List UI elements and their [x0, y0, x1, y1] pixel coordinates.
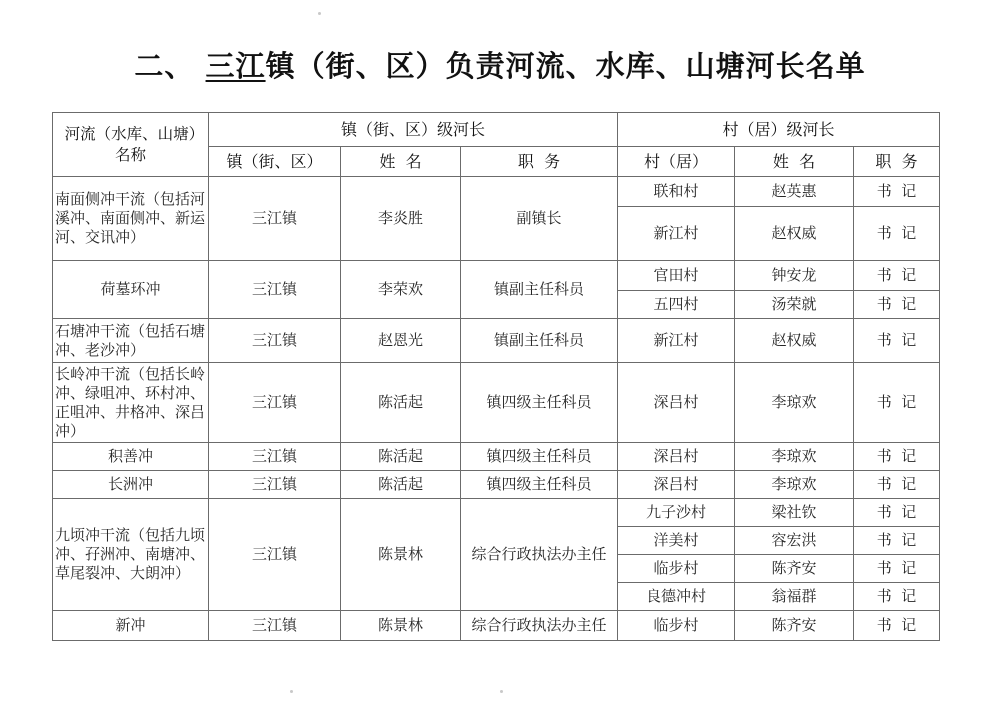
header-village: 村（居） — [618, 147, 735, 177]
village-chief-name: 李琼欢 — [735, 363, 854, 443]
village-chief-post: 书 记 — [854, 363, 940, 443]
village-chief-name: 翁福群 — [735, 583, 854, 611]
town-chief-name: 李炎胜 — [341, 177, 461, 261]
town-cell: 三江镇 — [209, 261, 341, 319]
village-chief-name: 梁社钦 — [735, 499, 854, 527]
town-chief-post: 镇四级主任科员 — [461, 443, 618, 471]
village-chief-post: 书 记 — [854, 555, 940, 583]
title-town: 三江 — [205, 49, 266, 83]
river-name-cell: 九顷冲干流（包括九顷冲、孖洲冲、南塘冲、草尾裂冲、大朗冲） — [53, 499, 209, 611]
village-chief-name: 陈齐安 — [735, 555, 854, 583]
village-cell: 洋美村 — [618, 527, 735, 555]
village-cell: 九子沙村 — [618, 499, 735, 527]
village-cell: 良德冲村 — [618, 583, 735, 611]
title-prefix: 二、 — [134, 49, 195, 83]
village-chief-name: 赵权威 — [735, 207, 854, 261]
village-chief-post: 书 记 — [854, 583, 940, 611]
village-chief-post: 书 记 — [854, 611, 940, 641]
village-chief-post: 书 记 — [854, 499, 940, 527]
town-chief-post: 综合行政执法办主任 — [461, 499, 618, 611]
table-row — [53, 177, 940, 207]
town-chief-post: 镇副主任科员 — [461, 319, 618, 363]
town-chief-post: 副镇长 — [461, 177, 618, 261]
town-chief-post: 镇四级主任科员 — [461, 471, 618, 499]
village-chief-name: 陈齐安 — [735, 611, 854, 641]
town-chief-name: 陈活起 — [341, 471, 461, 499]
town-chief-name: 陈景林 — [341, 611, 461, 641]
town-chief-name: 陈景林 — [341, 499, 461, 611]
village-chief-post: 书 记 — [854, 471, 940, 499]
village-cell: 临步村 — [618, 611, 735, 641]
scan-speck — [290, 690, 293, 693]
river-name-cell: 新冲 — [53, 611, 209, 641]
header-town-group: 镇（街、区）级河长 — [209, 113, 618, 147]
village-chief-name: 钟安龙 — [735, 261, 854, 291]
table-row — [53, 363, 940, 443]
town-cell: 三江镇 — [209, 363, 341, 443]
town-chief-post: 镇四级主任科员 — [461, 363, 618, 443]
town-cell: 三江镇 — [209, 443, 341, 471]
village-chief-post: 书 记 — [854, 261, 940, 291]
village-cell: 官田村 — [618, 261, 735, 291]
village-chief-post: 书 记 — [854, 527, 940, 555]
table-row — [53, 499, 940, 527]
village-cell: 五四村 — [618, 291, 735, 319]
village-cell: 临步村 — [618, 555, 735, 583]
river-name-cell: 积善冲 — [53, 443, 209, 471]
header-town-name: 姓 名 — [341, 147, 461, 177]
village-chief-name: 李琼欢 — [735, 471, 854, 499]
table-row — [53, 261, 940, 291]
village-chief-name: 赵英惠 — [735, 177, 854, 207]
table-row — [53, 319, 940, 363]
header-village-group: 村（居）级河长 — [618, 113, 940, 147]
town-chief-name: 赵恩光 — [341, 319, 461, 363]
village-chief-name: 李琼欢 — [735, 443, 854, 471]
village-chief-name: 赵权威 — [735, 319, 854, 363]
table-row — [53, 611, 940, 641]
town-chief-post: 镇副主任科员 — [461, 261, 618, 319]
table-row — [53, 443, 940, 471]
header-town: 镇（街、区） — [209, 147, 341, 177]
village-cell: 深吕村 — [618, 443, 735, 471]
village-cell: 深吕村 — [618, 471, 735, 499]
town-chief-post: 综合行政执法办主任 — [461, 611, 618, 641]
village-chief-name: 汤荣就 — [735, 291, 854, 319]
village-chief-post: 书 记 — [854, 291, 940, 319]
river-name-cell: 石塘冲干流（包括石塘冲、老沙冲） — [53, 319, 209, 363]
scan-speck — [318, 12, 321, 15]
river-name-cell: 长岭冲干流（包括长岭冲、绿咀冲、环村冲、正咀冲、井格冲、深吕冲） — [53, 363, 209, 443]
village-chief-post: 书 记 — [854, 443, 940, 471]
village-cell: 联和村 — [618, 177, 735, 207]
village-chief-post: 书 记 — [854, 207, 940, 261]
town-cell: 三江镇 — [209, 177, 341, 261]
table-row — [53, 471, 940, 499]
village-cell: 新江村 — [618, 319, 735, 363]
village-chief-post: 书 记 — [854, 319, 940, 363]
river-chief-table — [52, 112, 940, 641]
town-chief-name: 李荣欢 — [341, 261, 461, 319]
header-town-post: 职 务 — [461, 147, 618, 177]
river-name-cell: 长洲冲 — [53, 471, 209, 499]
town-chief-name: 陈活起 — [341, 363, 461, 443]
town-cell: 三江镇 — [209, 319, 341, 363]
village-chief-post: 书 记 — [854, 177, 940, 207]
header-village-post: 职 务 — [854, 147, 940, 177]
header-village-name: 姓 名 — [735, 147, 854, 177]
river-name-cell: 南面侧冲干流（包括河溪冲、南面侧冲、新运河、交讯冲） — [53, 177, 209, 261]
town-cell: 三江镇 — [209, 471, 341, 499]
town-cell: 三江镇 — [209, 499, 341, 611]
scan-speck — [500, 690, 503, 693]
town-chief-name: 陈活起 — [341, 443, 461, 471]
village-chief-name: 容宏洪 — [735, 527, 854, 555]
header-river-name: 河流（水库、山塘）名称 — [53, 113, 209, 177]
river-name-cell: 荷墓环冲 — [53, 261, 209, 319]
town-cell: 三江镇 — [209, 611, 341, 641]
village-cell: 新江村 — [618, 207, 735, 261]
title-suffix: 镇（街、区）负责河流、水库、山塘河长名单 — [265, 49, 866, 83]
document-title — [0, 44, 1000, 85]
village-cell: 深吕村 — [618, 363, 735, 443]
